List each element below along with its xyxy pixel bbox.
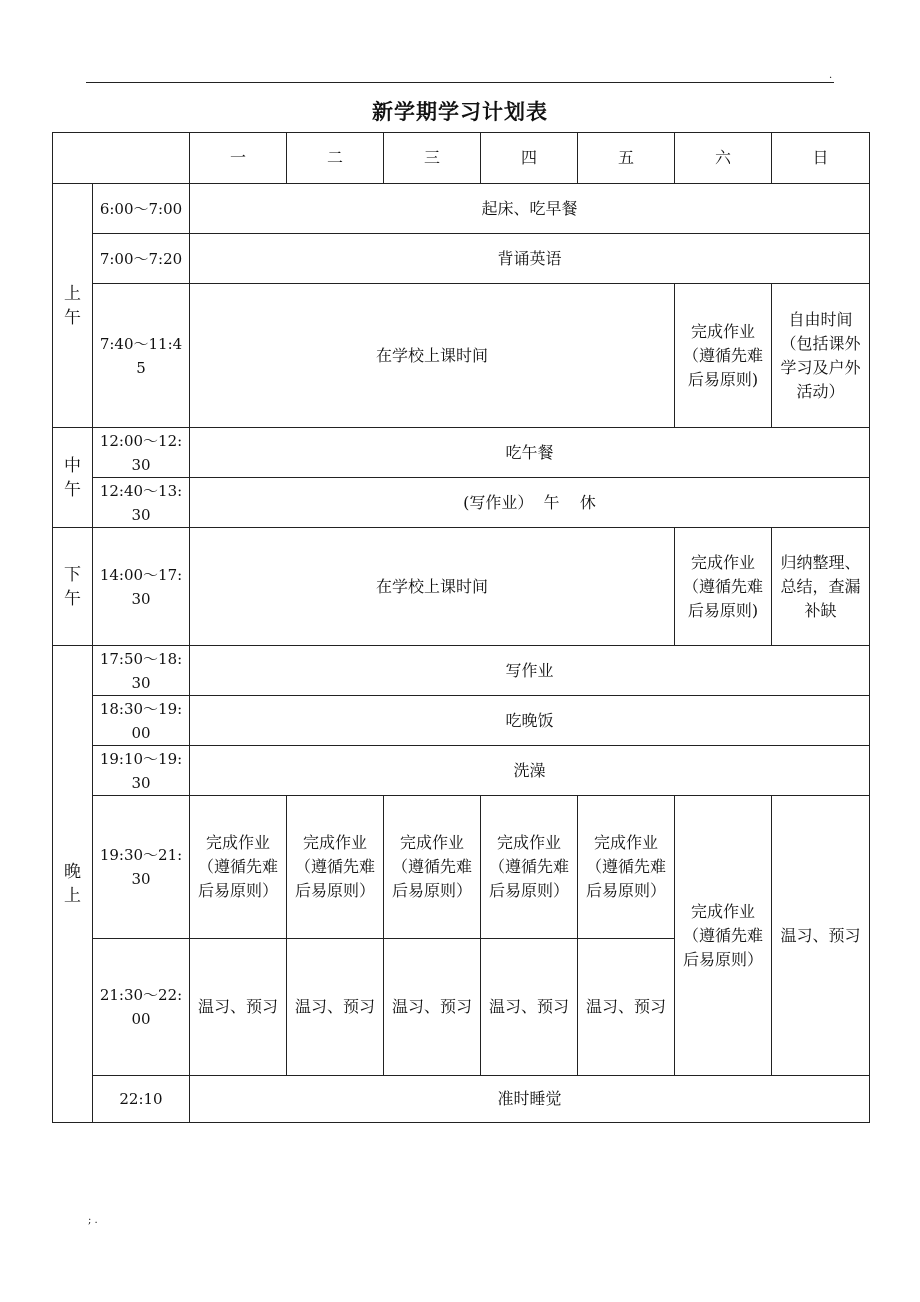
time-cell: 19:30～21:30 (93, 796, 190, 939)
table-header-row (53, 133, 870, 184)
time-cell: 7:00～7:20 (93, 234, 190, 284)
activity-cell-tue: 完成作业（遵循先难后易原则） (287, 796, 384, 939)
footer-mark: ; . (88, 1215, 98, 1226)
time-cell: 17:50～18:30 (93, 646, 190, 696)
activity-cell: 背诵英语 (190, 234, 870, 284)
activity-cell: 准时睡觉 (190, 1076, 870, 1123)
activity-cell-mon: 完成作业（遵循先难后易原则） (190, 796, 287, 939)
activity-cell-mon: 温习、预习 (190, 939, 287, 1076)
time-cell: 12:40～13:30 (93, 478, 190, 528)
day-header-tue: 二 (287, 133, 384, 184)
table-row (53, 478, 870, 528)
study-plan-table (52, 132, 870, 1123)
activity-cell-sun: 自由时间（包括课外学习及户外活动） (772, 284, 870, 428)
table-row (53, 234, 870, 284)
day-header-mon: 一 (190, 133, 287, 184)
time-cell: 22:10 (93, 1076, 190, 1123)
activity-cell: 起床、吃早餐 (190, 184, 870, 234)
table-row (53, 796, 870, 939)
activity-cell-wed: 温习、预习 (384, 939, 481, 1076)
activity-cell: 洗澡 (190, 746, 870, 796)
table-row (53, 746, 870, 796)
day-header-fri: 五 (578, 133, 675, 184)
activity-cell-sat: 完成作业（遵循先难后易原则) (675, 284, 772, 428)
activity-cell: (写作业） 午 休 (190, 478, 870, 528)
time-cell: 7:40～11:45 (93, 284, 190, 428)
header-corner-mark: . (829, 70, 833, 81)
period-noon: 中午 (53, 428, 93, 528)
time-cell: 14:00～17:30 (93, 528, 190, 646)
day-header-sat: 六 (675, 133, 772, 184)
time-cell: 6:00～7:00 (93, 184, 190, 234)
table-row (53, 528, 870, 646)
day-header-thu: 四 (481, 133, 578, 184)
activity-cell-weekday: 在学校上课时间 (190, 528, 675, 646)
activity-cell-sat: 完成作业（遵循先难后易原则） (675, 796, 772, 1076)
table-row (53, 284, 870, 428)
time-cell: 12:00～12:30 (93, 428, 190, 478)
table-row (53, 428, 870, 478)
table-row (53, 184, 870, 234)
table-row (53, 696, 870, 746)
time-cell: 18:30～19:00 (93, 696, 190, 746)
activity-cell-tue: 温习、预习 (287, 939, 384, 1076)
activity-cell-fri: 温习、预习 (578, 939, 675, 1076)
table-row (53, 1076, 870, 1123)
activity-cell: 吃晚饭 (190, 696, 870, 746)
activity-cell: 吃午餐 (190, 428, 870, 478)
time-cell: 21:30～22:00 (93, 939, 190, 1076)
header-corner-cell (53, 133, 190, 184)
activity-cell-sun: 归纳整理、总结，查漏补缺 (772, 528, 870, 646)
period-afternoon: 下午 (53, 528, 93, 646)
period-morning: 上午 (53, 184, 93, 428)
header-rule (86, 82, 834, 83)
activity-cell-thu: 温习、预习 (481, 939, 578, 1076)
day-header-sun: 日 (772, 133, 870, 184)
activity-cell-sat: 完成作业（遵循先难后易原则) (675, 528, 772, 646)
table-row (53, 646, 870, 696)
activity-cell: 写作业 (190, 646, 870, 696)
day-header-wed: 三 (384, 133, 481, 184)
activity-cell-wed: 完成作业（遵循先难后易原则） (384, 796, 481, 939)
activity-cell-sun: 温习、预习 (772, 796, 870, 1076)
page-title: 新学期学习计划表 (372, 99, 548, 124)
period-evening: 晚上 (53, 646, 93, 1123)
activity-cell-thu: 完成作业（遵循先难后易原则） (481, 796, 578, 939)
time-cell: 19:10～19:30 (93, 746, 190, 796)
activity-cell-weekday: 在学校上课时间 (190, 284, 675, 428)
activity-cell-fri: 完成作业（遵循先难后易原则） (578, 796, 675, 939)
